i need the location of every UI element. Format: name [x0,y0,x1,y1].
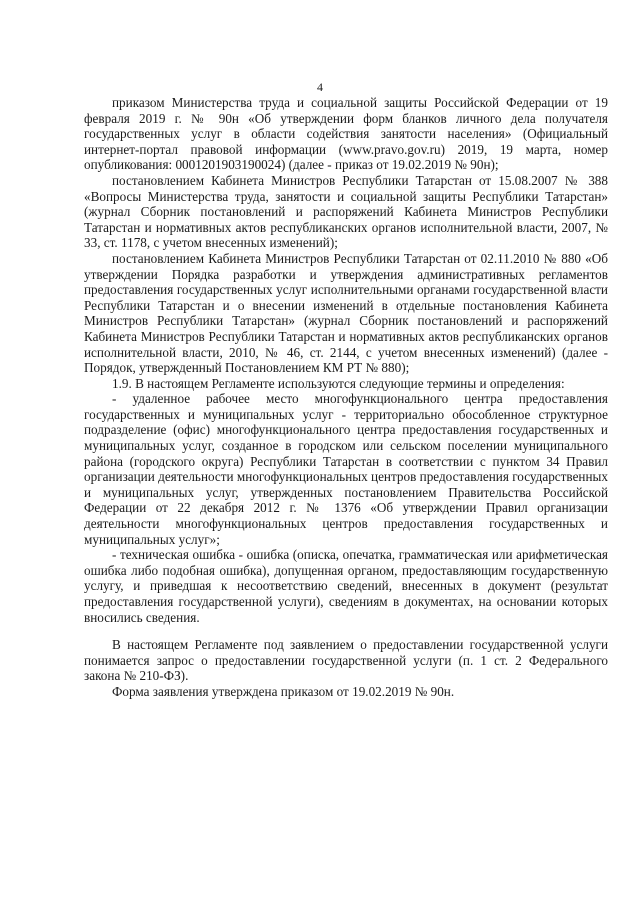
paragraph-application-form: Форма заявления утверждена приказом от 19.02.2019 № 90н. [112,683,455,699]
paragraph-order-90n: приказом Министерства труда и социальной защиты Российской Федерации от 19 февраля 2019 г. № 90н «Об утверждении форм бланков личного дела получателя государственных услуг в области содействия занятости населения» (Официальный интернет-портал правовой информации (www.pravo.gov.ru) 2019, 19 марта, номер опубликования: 0001201903190024) (далее - приказ от 19.02.2019 № 90н); [84,95,608,173]
paragraph-term-technical-error: - техническая ошибка - ошибка (описка, опечатка, грамматическая или арифметическая ошибка либо подобная ошибка), допущенная органом, предоставляющим государственную услугу, и приведшая к несоответствию сведений, внесенных в документ (результат предоставления государственной услуги), сведениям в документах, на основании которых вносились сведения. [84,547,608,625]
paragraph-resolution-880: постановлением Кабинета Министров Республики Татарстан от 02.11.2010 № 880 «Об утверждении Порядка разработки и утверждения административных регламентов предоставления государственных услуг исполнительными органами государственной власти Республики Татарстан и о внесении изменений в отдельные постановления Кабинета Министров Республики Татарстан» (журнал Сборник постановлений и распоряжений Кабинета Министров Республики Татарстан и нормативных актов республиканских органов исполнительной власти, 2010, № 46, ст. 2144, с учетом внесенных изменений) (далее - Порядок, утвержденный Постановлением КМ РТ № 880); [84,250,608,376]
paragraph-section-1-9: 1.9. В настоящем Регламенте используются следующие термины и определения: [112,375,565,391]
paragraph-application-definition: В настоящем Регламенте под заявлением о предоставлении государственной услуги понимается запрос о предоставлении государственной услуги (п. 1 ст. 2 Федерального закона № 210-ФЗ). [84,637,608,684]
page-number: 4 [317,80,323,94]
document-body [84,95,608,700]
paragraph-resolution-388: постановлением Кабинета Министров Республики Татарстан от 15.08.2007 № 388 «Вопросы Министерства труда, занятости и социальной защиты Республики Татарстан» (журнал Сборник постановлений и распоряжений Кабинета Министров Республики Татарстан и нормативных актов республиканских органов исполнительной власти, 2007, № 33, ст. 1178, с учетом внесенных изменений); [84,172,608,251]
paragraph-term-remote-workplace: - удаленное рабочее место многофункционального центра предоставления государственных и муниципальных услуг - территориально обособленное структурное подразделение (офис) многофункционального центра предоставления государственных и муниципальных услуг, созданное в городском или сельском поселении муниципального района (городского округа) Республики Татарстан в соответствии с пунктом 34 Правил организации деятельности многофункциональных центров предоставления государственных и муниципальных услуг, утвержденных постановлением Правительства Российской Федерации от 22 декабря 2012 г. № 1376 «Об утверждении Правил организации деятельности многофункциональных центров предоставления государственных и муниципальных услуг»; [84,391,608,547]
